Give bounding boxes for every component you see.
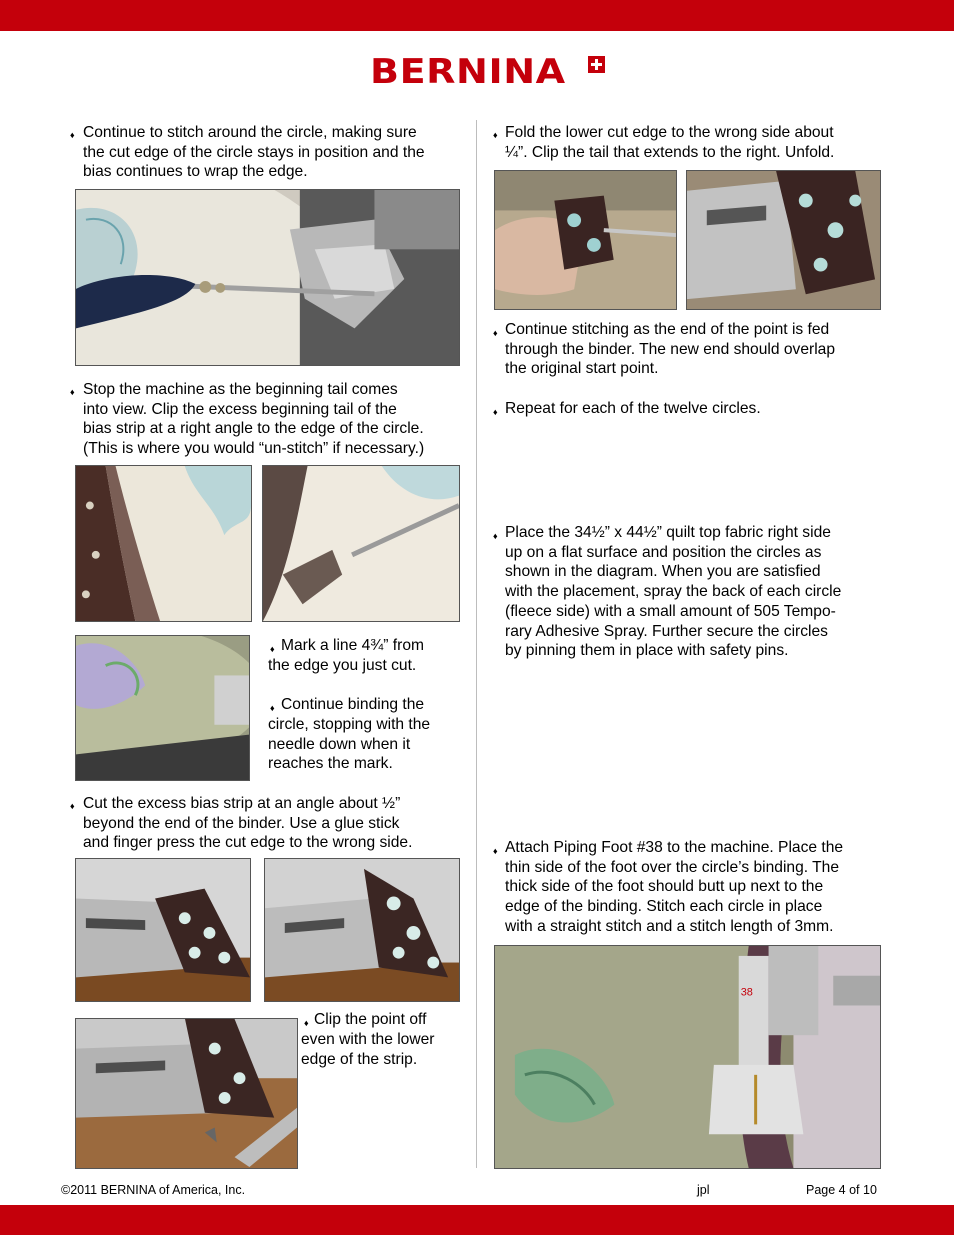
text-line: bias strip at a right angle to the edge of the circle.	[83, 420, 424, 438]
text-line: up on a flat surface and position the circles as	[505, 543, 822, 561]
right-step-1	[505, 123, 834, 162]
left-step-4	[268, 695, 424, 715]
right-step-5	[505, 838, 843, 937]
text-line: with the placement, spray the back of each circle	[505, 583, 842, 601]
text-line: shown in the diagram. When you are satisfied	[505, 563, 821, 581]
text-line: Continue binding the	[281, 696, 425, 713]
text-line: Mark a line 4¾” from	[281, 637, 424, 654]
left-step-5	[83, 794, 412, 853]
bullet-icon: ♦	[493, 531, 498, 541]
photo-circle-tail	[75, 465, 252, 622]
text-line: Continue stitching as the end of the point is fed	[505, 321, 830, 338]
text-line: Stop the machine as the beginning tail comes	[83, 381, 398, 398]
bullet-icon: ♦	[493, 328, 498, 338]
bullet-icon: ♦	[493, 130, 498, 140]
bullet-icon: ♦	[270, 644, 275, 654]
left-step-1	[83, 123, 425, 182]
text-line: beyond the end of the binder. Use a glue stick	[83, 814, 400, 832]
text-line: through the binder. The new end should overlap	[505, 340, 836, 358]
text-line: circle, stopping with the	[268, 716, 431, 733]
left-step-6	[301, 1010, 426, 1030]
text-line: reaches the mark.	[268, 755, 393, 773]
text-line: edge of the binding. Stitch each circle in place	[505, 898, 823, 916]
text-line: (This is where you would “un-stitch” if necessary.)	[83, 440, 425, 458]
bottom-red-bar	[0, 1205, 954, 1235]
text-line: (fleece side) with a small amount of 505 Tempo-	[505, 602, 836, 620]
text-line: the edge you just cut.	[268, 657, 417, 674]
photo-stitching-circle-binder	[75, 189, 460, 366]
photo-clipped-tail	[262, 465, 460, 622]
text-line: Continue to stitch around the circle, making sure	[83, 124, 417, 141]
bullet-icon: ♦	[493, 407, 498, 417]
text-line: the cut edge of the circle stays in position and the	[83, 143, 425, 161]
text-line: needle down when it	[268, 735, 411, 753]
text-line: by pinning them in place with safety pins.	[505, 642, 789, 660]
bullet-icon: ♦	[493, 846, 498, 856]
bernina-logo	[370, 52, 566, 92]
swiss-cross-icon	[588, 56, 605, 73]
photo-unfolded-tail	[686, 170, 881, 310]
text-line: into view. Clip the excess beginning tail of the	[83, 400, 397, 418]
left-step-4-cont	[268, 715, 430, 774]
text-line: the original start point.	[505, 360, 659, 378]
text-line: ¼”. Clip the tail that extends to the right. Unfold.	[505, 143, 835, 161]
text-line: thin side of the foot over the circle’s binding. The	[505, 858, 840, 876]
bullet-icon: ♦	[270, 703, 275, 713]
photo-binder-strip-1	[75, 858, 251, 1002]
text-line: Clip the point off	[314, 1011, 427, 1028]
text-line: with a straight stitch and a stitch length of 3mm.	[505, 917, 834, 935]
right-step-4	[505, 523, 841, 661]
photo-piping-foot-stitching	[494, 945, 881, 1169]
footer-copyright: ©2011 BERNINA of America, Inc.	[61, 1183, 246, 1197]
text-line: bias continues to wrap the edge.	[83, 163, 308, 181]
photo-fold-cut-edge	[494, 170, 677, 310]
foot-number-label: 38	[740, 986, 753, 999]
column-divider	[476, 120, 477, 1168]
bullet-icon: ♦	[70, 387, 75, 397]
text-line: Attach Piping Foot #38 to the machine. Place the	[505, 839, 844, 856]
left-step-6-cont	[301, 1030, 434, 1069]
footer-page-number: Page 4 of 10	[806, 1183, 877, 1197]
right-step-2	[505, 320, 835, 379]
left-step-3-cont	[268, 656, 416, 676]
text-line: Fold the lower cut edge to the wrong side about	[505, 124, 834, 141]
top-red-bar	[0, 0, 954, 31]
photo-marking-line	[75, 635, 250, 781]
text-line: edge of the strip.	[301, 1050, 418, 1068]
text-line: Place the 34½” x 44½” quilt top fabric right side	[505, 524, 831, 541]
text-line: Repeat for each of the twelve circles.	[505, 400, 761, 417]
text-line: rary Adhesive Spray. Further secure the circles	[505, 622, 828, 640]
photo-clipped-point	[75, 1018, 298, 1169]
footer-author: jpl	[697, 1183, 710, 1197]
photo-binder-strip-2	[264, 858, 460, 1002]
bullet-icon: ♦	[70, 801, 75, 811]
bullet-icon: ♦	[70, 130, 75, 140]
left-step-2	[83, 380, 424, 459]
text-line: Cut the excess bias strip at an angle about ½”	[83, 795, 401, 812]
text-line: thick side of the foot should butt up next to the	[505, 878, 824, 896]
text-line: and finger press the cut edge to the wrong side.	[83, 834, 413, 852]
text-line: even with the lower	[301, 1031, 435, 1048]
right-step-3	[505, 399, 761, 419]
logo-wordmark: BERNINA	[370, 52, 566, 92]
bullet-icon: ♦	[304, 1018, 309, 1028]
left-step-3	[268, 636, 424, 656]
